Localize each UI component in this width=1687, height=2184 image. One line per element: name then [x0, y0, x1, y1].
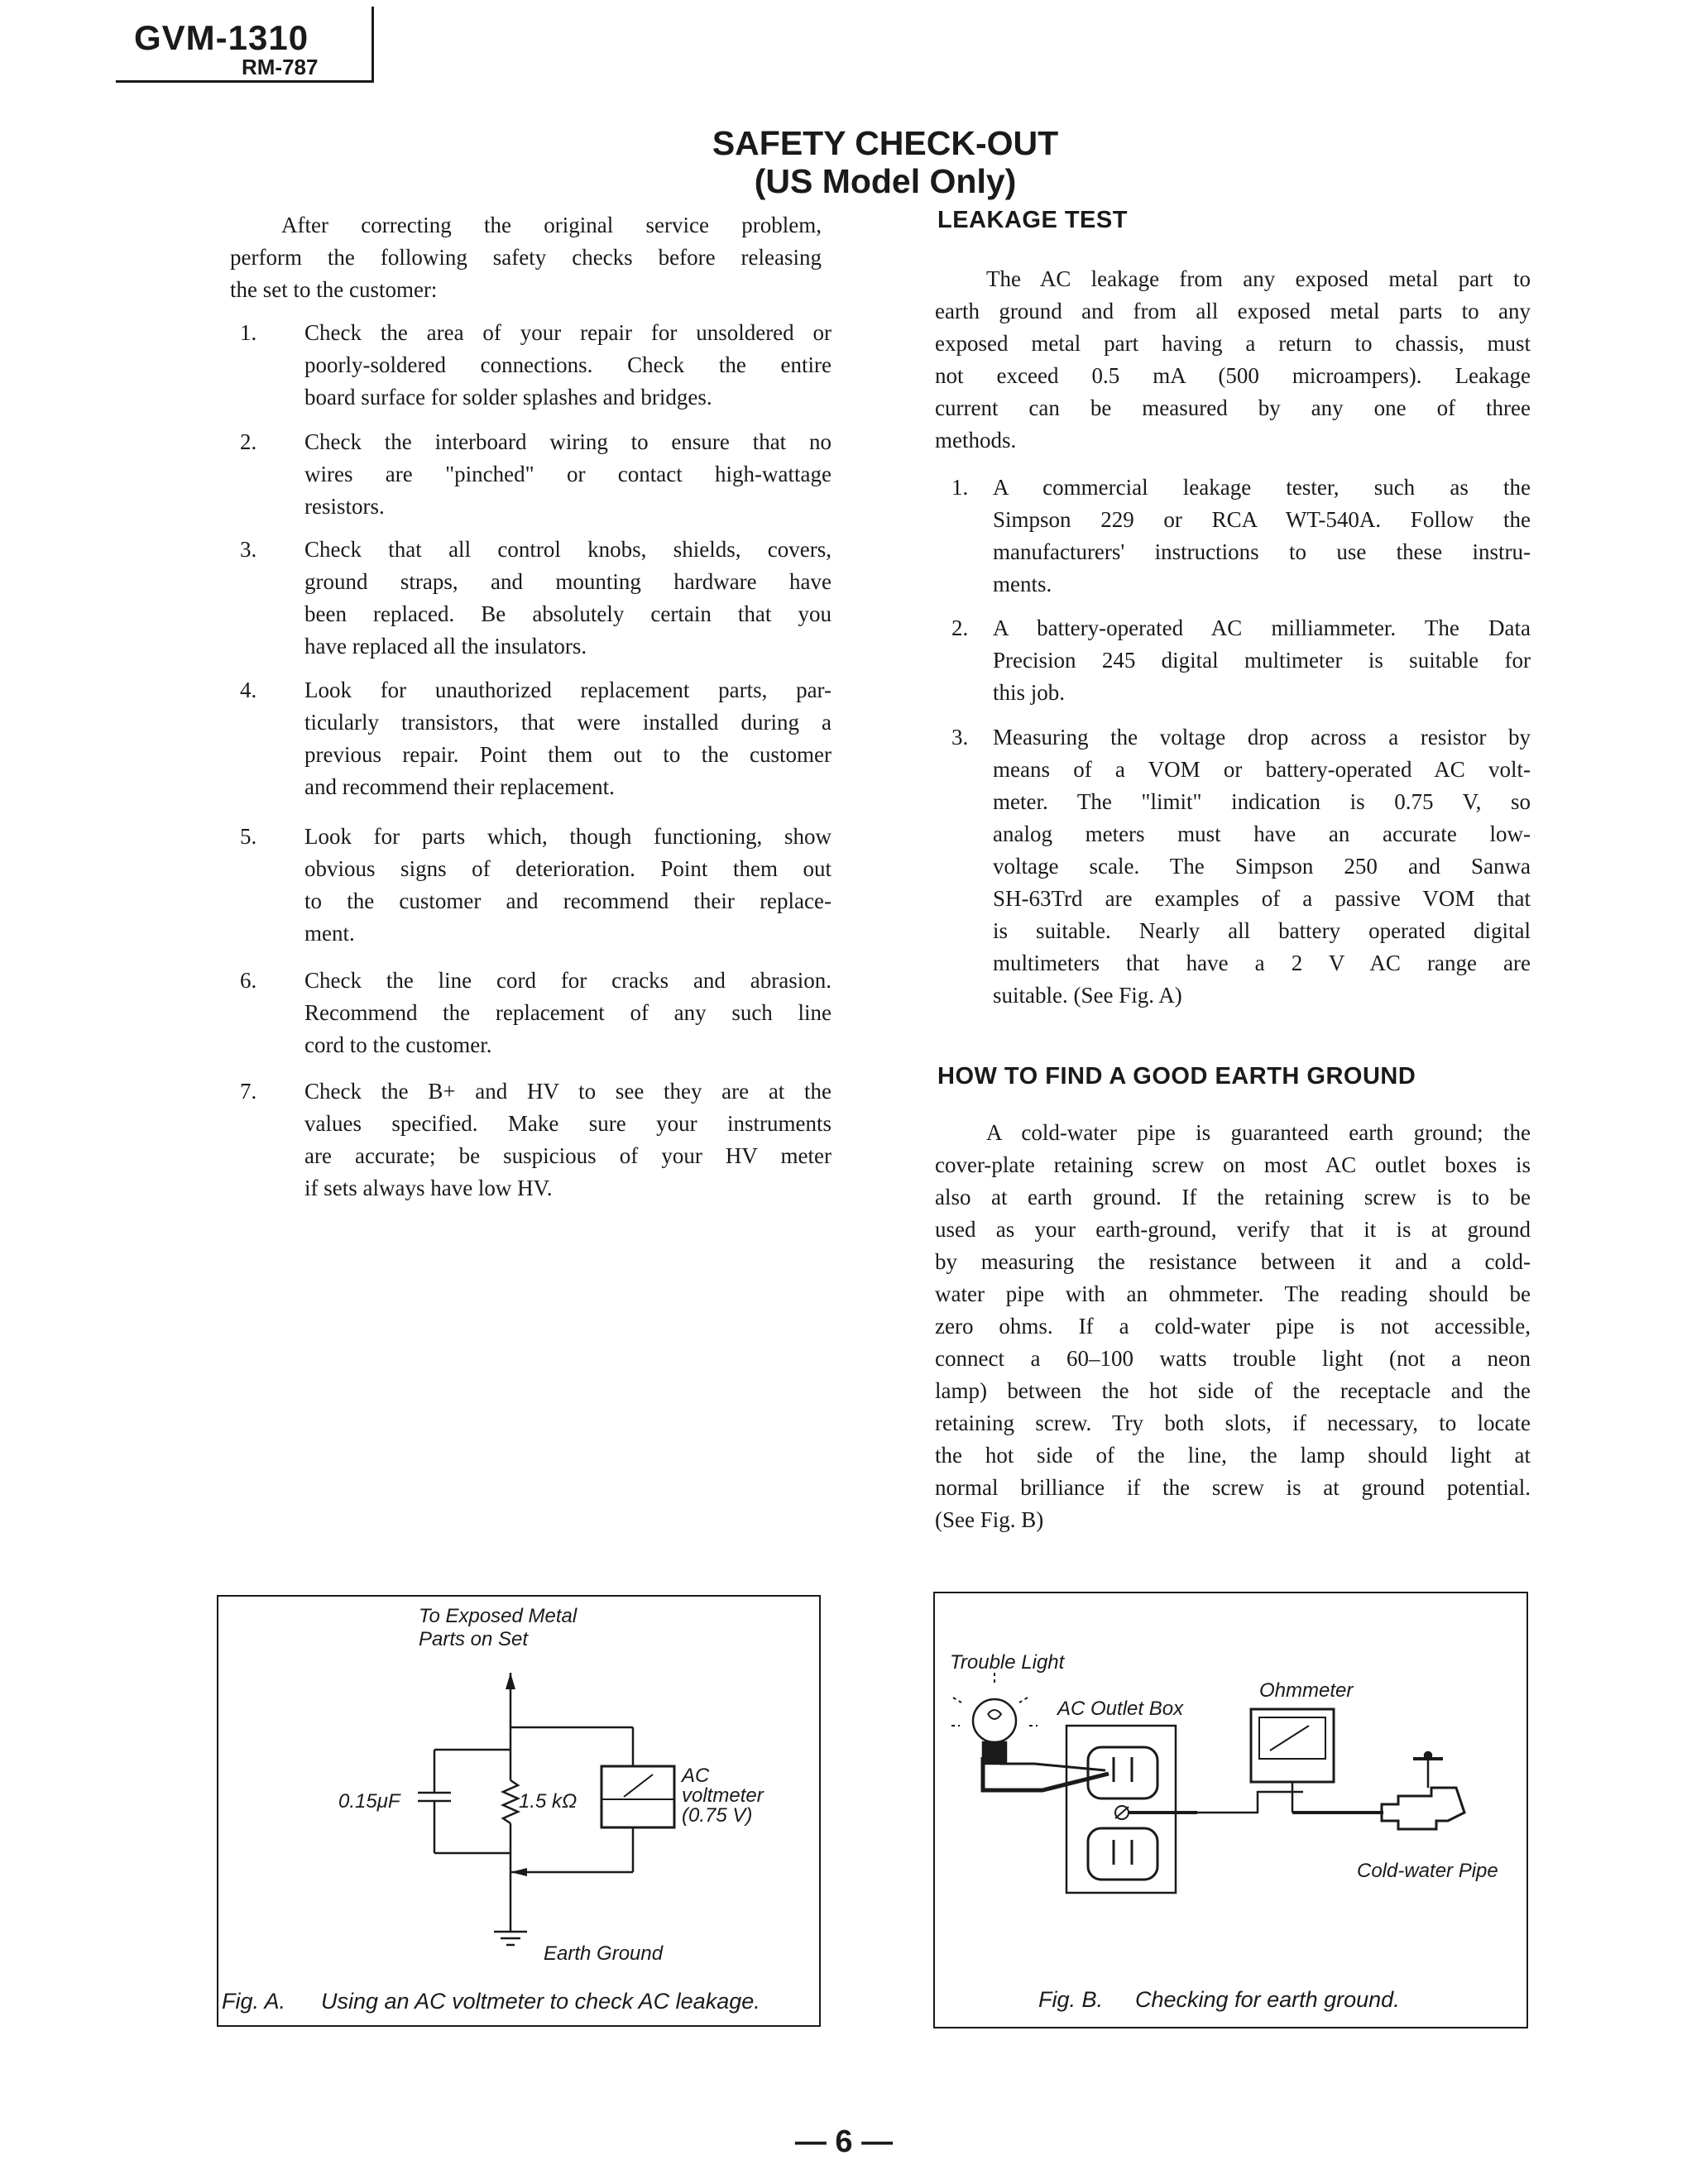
item-line: and recommend their replacement. — [304, 774, 615, 799]
paragraph-line: water pipe with an ohmmeter. The reading should be — [935, 1281, 1531, 1306]
leakage-heading: LEAKAGE TEST — [937, 207, 1128, 233]
item-line: to the customer and recommend their replace- — [304, 888, 832, 913]
item-line: ticularly transistors, that were installed during a — [304, 710, 832, 735]
figure-b — [933, 1592, 1528, 2028]
page-subtitle: (US Model Only) — [754, 162, 1017, 200]
checklist-item-6 — [240, 965, 832, 1064]
fig-b-pipe-label: Cold-water Pipe — [1357, 1860, 1498, 1882]
item-line: are accurate; be suspicious of your HV meter — [304, 1143, 832, 1168]
paragraph-line: by measuring the resistance between it and a cold- — [935, 1249, 1531, 1274]
fig-a-meter-label-3: (0.75 V) — [682, 1804, 753, 1827]
item-line: analog meters must have an accurate low- — [993, 821, 1531, 846]
fig-b-bulb — [973, 1699, 1016, 1742]
item-line: if sets always have low HV. — [304, 1176, 553, 1200]
fig-a-meter-label-1: AC — [682, 1765, 710, 1787]
item-number: 5. — [240, 824, 257, 849]
fig-a-caption-prefix: Fig. A. — [222, 1989, 286, 2014]
item-line: SH-63Trd are examples of a passive VOM that — [993, 886, 1531, 911]
item-line: resistors. — [304, 494, 385, 519]
item-text — [304, 965, 832, 1061]
paragraph-line: the hot side of the line, the lamp should light at — [935, 1443, 1531, 1468]
paragraph-line: zero ohms. If a cold-water pipe is not accessible, — [935, 1314, 1531, 1339]
paragraph-line: also at earth ground. If the retaining screw is to be — [935, 1185, 1531, 1209]
item-line: A commercial leakage tester, such as the — [993, 475, 1531, 500]
fig-a-voltmeter — [601, 1766, 674, 1827]
item-line: previous repair. Point them out to the customer — [304, 742, 832, 767]
page-title: SAFETY CHECK-OUT — [712, 124, 1059, 162]
item-line: values specified. Make sure your instruments — [304, 1111, 832, 1136]
paragraph-line: used as your earth-ground, verify that it is at ground — [935, 1217, 1531, 1242]
item-line: Check the line cord for cracks and abrasion. — [304, 968, 832, 993]
item-text — [304, 821, 832, 950]
item-line: Look for unauthorized replacement parts, par- — [304, 678, 832, 702]
method-item-2 — [951, 612, 1531, 711]
item-line: A battery-operated AC milliammeter. The Data — [993, 615, 1531, 640]
fig-a-top-label-2: Parts on Set — [419, 1628, 529, 1650]
intro-line: the set to the customer: — [230, 277, 438, 302]
item-line: Check that all control knobs, shields, covers, — [304, 537, 832, 562]
fig-b-outlet-label: AC Outlet Box — [1057, 1698, 1184, 1720]
fig-a-ground-label: Earth Ground — [544, 1942, 664, 1965]
item-line: Check the area of your repair for unsoldered or — [304, 320, 832, 345]
fig-b-trouble-light-label: Trouble Light — [950, 1651, 1065, 1674]
ground-heading: HOW TO FIND A GOOD EARTH GROUND — [937, 1063, 1416, 1090]
item-line: Measuring the voltage drop across a resistor by — [993, 725, 1531, 750]
item-line: obvious signs of deterioration. Point them out — [304, 856, 832, 881]
item-number: 1. — [240, 320, 257, 345]
item-line: means of a VOM or battery-operated AC volt- — [993, 757, 1531, 782]
item-line: wires are "pinched" or contact high-wattage — [304, 462, 832, 486]
fig-b-cold-water-pipe — [1382, 1788, 1464, 1829]
checklist-item-3 — [240, 534, 832, 666]
paragraph-line: The AC leakage from any exposed metal part to — [986, 266, 1531, 291]
submodel-number: RM-787 — [242, 55, 319, 79]
item-line: is suitable. Nearly all battery operated digital — [993, 918, 1531, 943]
checklist-item-1 — [240, 317, 832, 416]
item-text — [993, 612, 1531, 709]
paragraph-line: cover-plate retaining screw on most AC outlet boxes is — [935, 1152, 1531, 1177]
item-text — [304, 1075, 832, 1205]
item-text — [304, 426, 832, 523]
item-line: manufacturers' instructions to use these instru- — [993, 539, 1531, 564]
item-number: 4. — [240, 678, 257, 702]
item-text — [304, 317, 832, 414]
ground-paragraph — [935, 1117, 1531, 1536]
method-item-1 — [951, 472, 1531, 604]
item-line: ground straps, and mounting hardware have — [304, 569, 832, 594]
intro-line: perform the following safety checks before releasing — [230, 245, 822, 270]
item-line: cord to the customer. — [304, 1032, 492, 1057]
fig-a-meter-label-2: voltmeter — [682, 1784, 764, 1807]
item-number: 6. — [240, 968, 257, 993]
paragraph-line: lamp) between the hot side of the receptacle and the — [935, 1378, 1531, 1403]
item-line: Simpson 229 or RCA WT-540A. Follow the — [993, 507, 1531, 532]
fig-a-resistor-label: 1.5 kΩ — [519, 1790, 578, 1813]
item-line: suitable. (See Fig. A) — [993, 983, 1182, 1008]
checklist-item-4 — [240, 674, 832, 807]
item-line: multimeters that have a 2 V AC range are — [993, 951, 1531, 975]
item-text — [304, 674, 832, 803]
fig-a-resistor — [503, 1780, 518, 1823]
paragraph-line: connect a 60–100 watts trouble light (not a neon — [935, 1346, 1531, 1371]
item-line: this job. — [993, 680, 1066, 705]
item-line: poorly-soldered connections. Check the entire — [304, 352, 832, 377]
item-text — [993, 472, 1531, 601]
header-divider — [371, 7, 374, 83]
item-line: Precision 245 digital multimeter is suitable for — [993, 648, 1531, 673]
checklist-item-5 — [240, 821, 832, 953]
paragraph-line: normal brilliance if the screw is at ground potential. — [935, 1475, 1531, 1500]
item-line: Recommend the replacement of any such line — [304, 1000, 832, 1025]
item-number: 7. — [240, 1079, 257, 1104]
item-line: ments. — [993, 572, 1052, 596]
fig-a-capacitor-label: 0.15μF — [338, 1790, 400, 1813]
item-line: voltage scale. The Simpson 250 and Sanwa — [993, 854, 1531, 879]
page-number: — 6 — — [794, 2124, 894, 2159]
item-line: meter. The "limit" indication is 0.75 V, so — [993, 789, 1531, 814]
paragraph-line: (See Fig. B) — [935, 1507, 1044, 1532]
figure-a — [217, 1595, 821, 2027]
checklist-item-7 — [240, 1075, 832, 1208]
item-line: been replaced. Be absolutely certain that you — [304, 601, 832, 626]
paragraph-line: earth ground and from all exposed metal parts to any — [935, 299, 1531, 323]
item-text — [993, 721, 1531, 1012]
fig-b-caption-prefix: Fig. B. — [1038, 1987, 1104, 2012]
item-line: Look for parts which, though functioning, show — [304, 824, 832, 849]
fig-a-top-arrow — [506, 1673, 515, 1689]
paragraph-line: retaining screw. Try both slots, if necessary, to locate — [935, 1410, 1531, 1435]
fig-b-ohmmeter — [1251, 1709, 1334, 1782]
paragraph-line: current can be measured by any one of three — [935, 395, 1531, 420]
paragraph-line: methods. — [935, 428, 1017, 453]
item-line: board surface for solder splashes and bridges. — [304, 385, 712, 410]
model-number: GVM-1310 — [134, 18, 309, 57]
intro-paragraph — [230, 209, 822, 306]
fig-a-top-label-1: To Exposed Metal — [419, 1605, 578, 1627]
item-number: 2. — [951, 615, 969, 640]
fig-b-ohmmeter-label: Ohmmeter — [1259, 1679, 1354, 1702]
item-line: have replaced all the insulators. — [304, 634, 587, 659]
leakage-paragraph — [935, 263, 1531, 457]
fig-b-caption: Checking for earth ground. — [1135, 1987, 1400, 2012]
item-number: 3. — [240, 537, 257, 562]
item-number: 2. — [240, 429, 257, 454]
header-underline — [116, 80, 374, 83]
method-item-3 — [951, 721, 1531, 1019]
paragraph-line: exposed metal part having a return to chassis, must — [935, 331, 1531, 356]
checklist-item-2 — [240, 426, 832, 525]
fig-a-caption: Using an AC voltmeter to check AC leakage. — [321, 1989, 760, 2014]
item-line: Check the B+ and HV to see they are at the — [304, 1079, 832, 1104]
item-line: ment. — [304, 921, 355, 946]
item-text — [304, 534, 832, 663]
fig-b-outlet-box — [1066, 1726, 1176, 1893]
item-number: 3. — [951, 725, 969, 750]
intro-line: After correcting the original service problem, — [281, 213, 822, 237]
paragraph-line: not exceed 0.5 mA (500 microampers). Leakage — [935, 363, 1531, 388]
item-number: 1. — [951, 475, 969, 500]
paragraph-line: A cold-water pipe is guaranteed earth ground; the — [986, 1120, 1531, 1145]
item-line: Check the interboard wiring to ensure that no — [304, 429, 832, 454]
